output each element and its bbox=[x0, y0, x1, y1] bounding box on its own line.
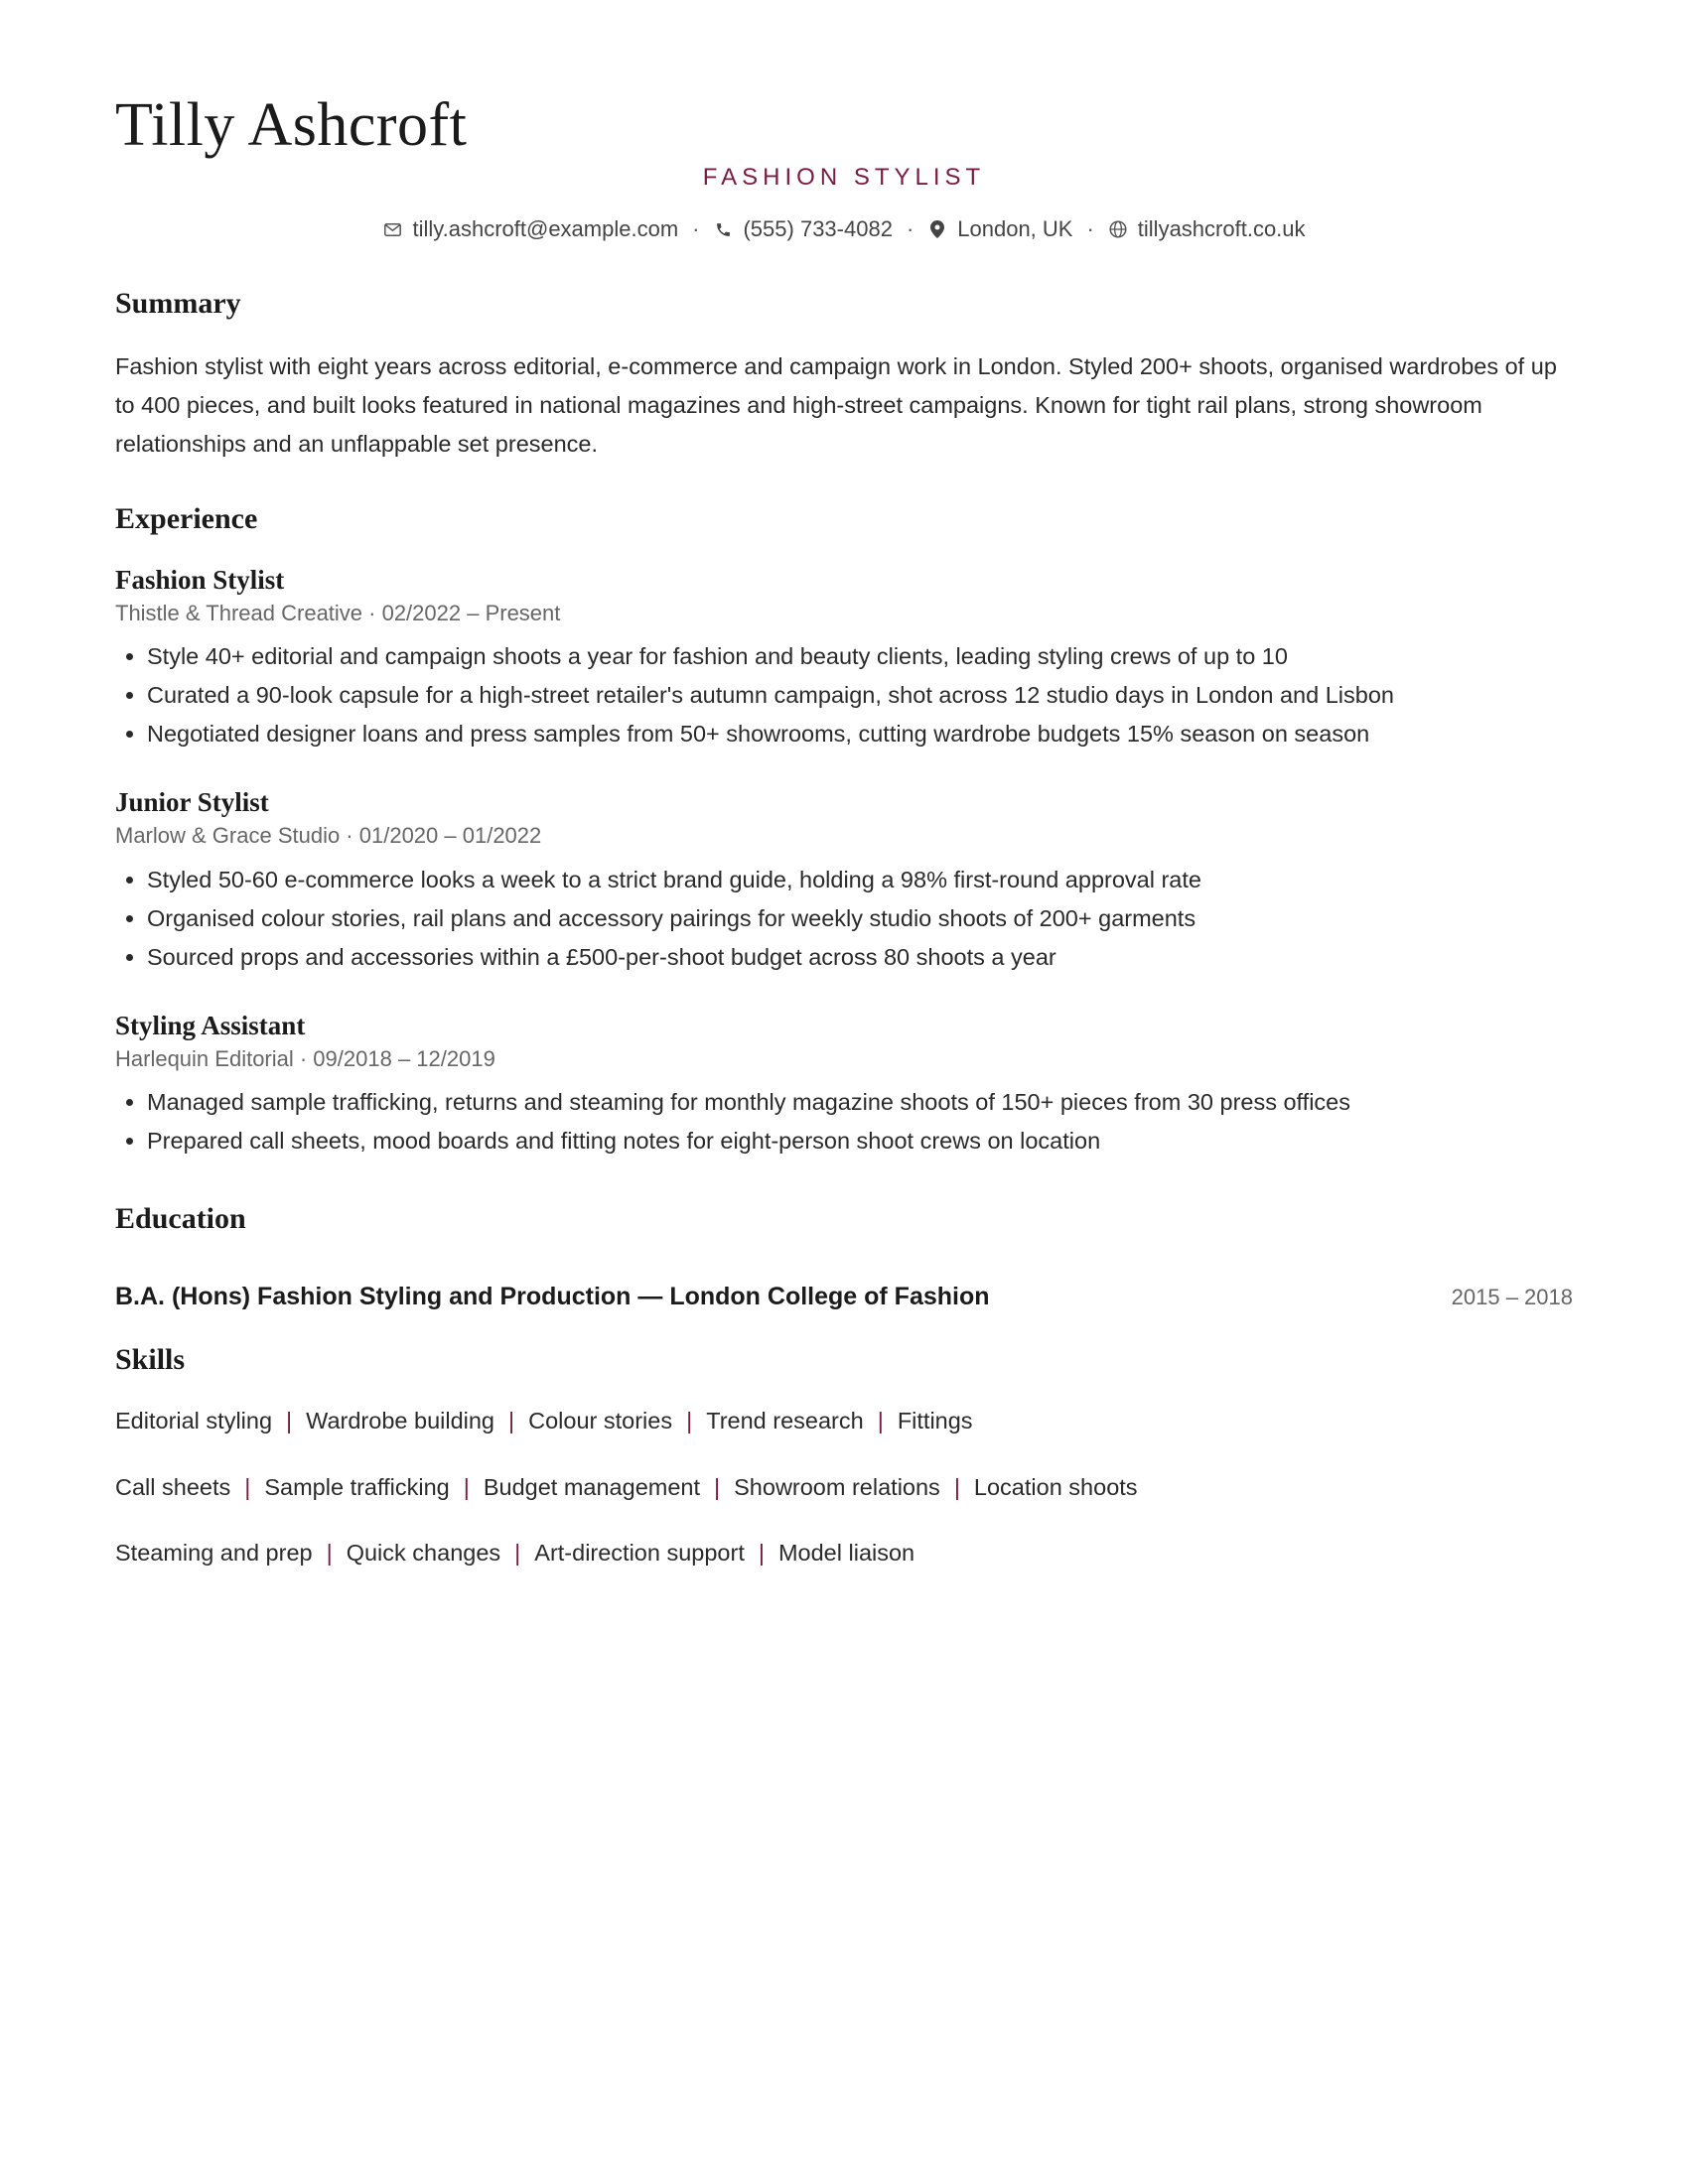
skill-item: Colour stories bbox=[528, 1408, 673, 1433]
skills-row bbox=[115, 1535, 914, 1570]
skill-item: Steaming and prep bbox=[115, 1540, 313, 1566]
contact-separator: · bbox=[1086, 216, 1094, 241]
skill-item: Location shoots bbox=[973, 1474, 1138, 1500]
job-meta: Marlow & Grace Studio · 01/2020 – 01/2022 bbox=[115, 823, 542, 848]
skill-item: Art-direction support bbox=[534, 1540, 745, 1566]
list-item: • Organised colour stories, rail plans and accessory pairings for weekly studio shoots of 200+ garments bbox=[147, 899, 1573, 938]
skill-separator: | bbox=[758, 1540, 765, 1566]
contact-bar bbox=[115, 214, 1573, 244]
contact-phone[interactable] bbox=[713, 214, 892, 244]
list-item: • Sourced props and accessories within a £500-per-shoot budget across 80 shoots a year bbox=[147, 938, 1573, 977]
website-text: tillyashcroft.co.uk bbox=[1137, 216, 1306, 241]
skill-item: Trend research bbox=[706, 1408, 864, 1433]
list-item: • Managed sample trafficking, returns and steaming for monthly magazine shoots of 150+ pieces from 30 press offices bbox=[147, 1083, 1573, 1122]
skills-row bbox=[115, 1403, 973, 1438]
education-entry bbox=[115, 1279, 1573, 1315]
phone-text: (555) 733-4082 bbox=[743, 216, 893, 241]
skill-separator: | bbox=[508, 1408, 515, 1433]
skills-row bbox=[115, 1469, 1138, 1505]
contact-location bbox=[927, 214, 1072, 244]
phone-icon bbox=[713, 219, 733, 239]
job-bullets bbox=[115, 861, 1573, 977]
skill-item: Showroom relations bbox=[734, 1474, 940, 1500]
job-bullets bbox=[115, 637, 1573, 753]
skill-separator: | bbox=[953, 1474, 960, 1500]
list-item: • Curated a 90-look capsule for a high-street retailer's autumn campaign, shot across 12 studio days in London and Lisbon bbox=[147, 676, 1573, 715]
skill-separator: | bbox=[286, 1408, 293, 1433]
skill-separator: | bbox=[244, 1474, 251, 1500]
skill-separator: | bbox=[463, 1474, 470, 1500]
skill-item: Model liaison bbox=[777, 1540, 915, 1566]
experience-heading: Experience bbox=[115, 502, 258, 535]
contact-email[interactable] bbox=[382, 214, 678, 244]
skill-item: Editorial styling bbox=[115, 1408, 273, 1433]
job-title: Styling Assistant bbox=[115, 1011, 306, 1040]
contact-website[interactable] bbox=[1108, 214, 1306, 244]
skill-item: Fittings bbox=[897, 1408, 973, 1433]
skill-item: Call sheets bbox=[115, 1474, 231, 1500]
job-meta: Harlequin Editorial · 09/2018 – 12/2019 bbox=[115, 1046, 495, 1071]
list-item: • Prepared call sheets, mood boards and fitting notes for eight-person shoot crews on location bbox=[147, 1122, 1573, 1160]
list-item: • Styled 50-60 e-commerce looks a week to a strict brand guide, holding a 98% first-round approval rate bbox=[147, 861, 1573, 899]
candidate-title: FASHION STYLIST bbox=[702, 164, 986, 191]
email-text: tilly.ashcroft@example.com bbox=[412, 216, 679, 241]
candidate-name: Tilly Ashcroft bbox=[115, 91, 468, 159]
list-item: • Style 40+ editorial and campaign shoots a year for fashion and beauty clients, leading styling crews of up to 10 bbox=[147, 637, 1573, 676]
education-heading: Education bbox=[115, 1202, 246, 1235]
skill-separator: | bbox=[514, 1540, 521, 1566]
skill-item: Budget management bbox=[483, 1474, 701, 1500]
skill-item: Quick changes bbox=[346, 1540, 501, 1566]
skill-separator: | bbox=[877, 1408, 884, 1433]
skill-separator: | bbox=[326, 1540, 333, 1566]
summary-heading: Summary bbox=[115, 287, 241, 320]
job-bullets bbox=[115, 1083, 1573, 1160]
skill-item: Sample trafficking bbox=[264, 1474, 450, 1500]
skill-item: Wardrobe building bbox=[306, 1408, 495, 1433]
contact-separator: · bbox=[692, 216, 700, 241]
globe-icon bbox=[1108, 219, 1128, 239]
location-pin-icon bbox=[927, 219, 947, 239]
skill-separator: | bbox=[714, 1474, 721, 1500]
summary-text: Fashion stylist with eight years across editorial, e-commerce and campaign work in London. Styled 200+ shoots, organised wardrobes of up to 400 pieces, and built looks featured in national magazines and high-street campaigns. Known for tight rail plans, strong showroom relationships and an unflappable set presence. bbox=[115, 353, 1557, 457]
skills-heading: Skills bbox=[115, 1343, 186, 1376]
education-degree: B.A. (Hons) Fashion Styling and Production — London College of Fashion bbox=[115, 1283, 990, 1310]
location-text: London, UK bbox=[957, 216, 1073, 241]
job-title: Fashion Stylist bbox=[115, 565, 285, 595]
education-years: 2015 – 2018 bbox=[1451, 1285, 1573, 1309]
list-item: • Negotiated designer loans and press samples from 50+ showrooms, cutting wardrobe budgets 15% season on season bbox=[147, 715, 1573, 753]
mail-icon bbox=[382, 219, 402, 239]
job-meta: Thistle & Thread Creative · 02/2022 – Present bbox=[115, 601, 561, 625]
contact-separator: · bbox=[906, 216, 914, 241]
skill-separator: | bbox=[686, 1408, 693, 1433]
job-title: Junior Stylist bbox=[115, 787, 269, 817]
